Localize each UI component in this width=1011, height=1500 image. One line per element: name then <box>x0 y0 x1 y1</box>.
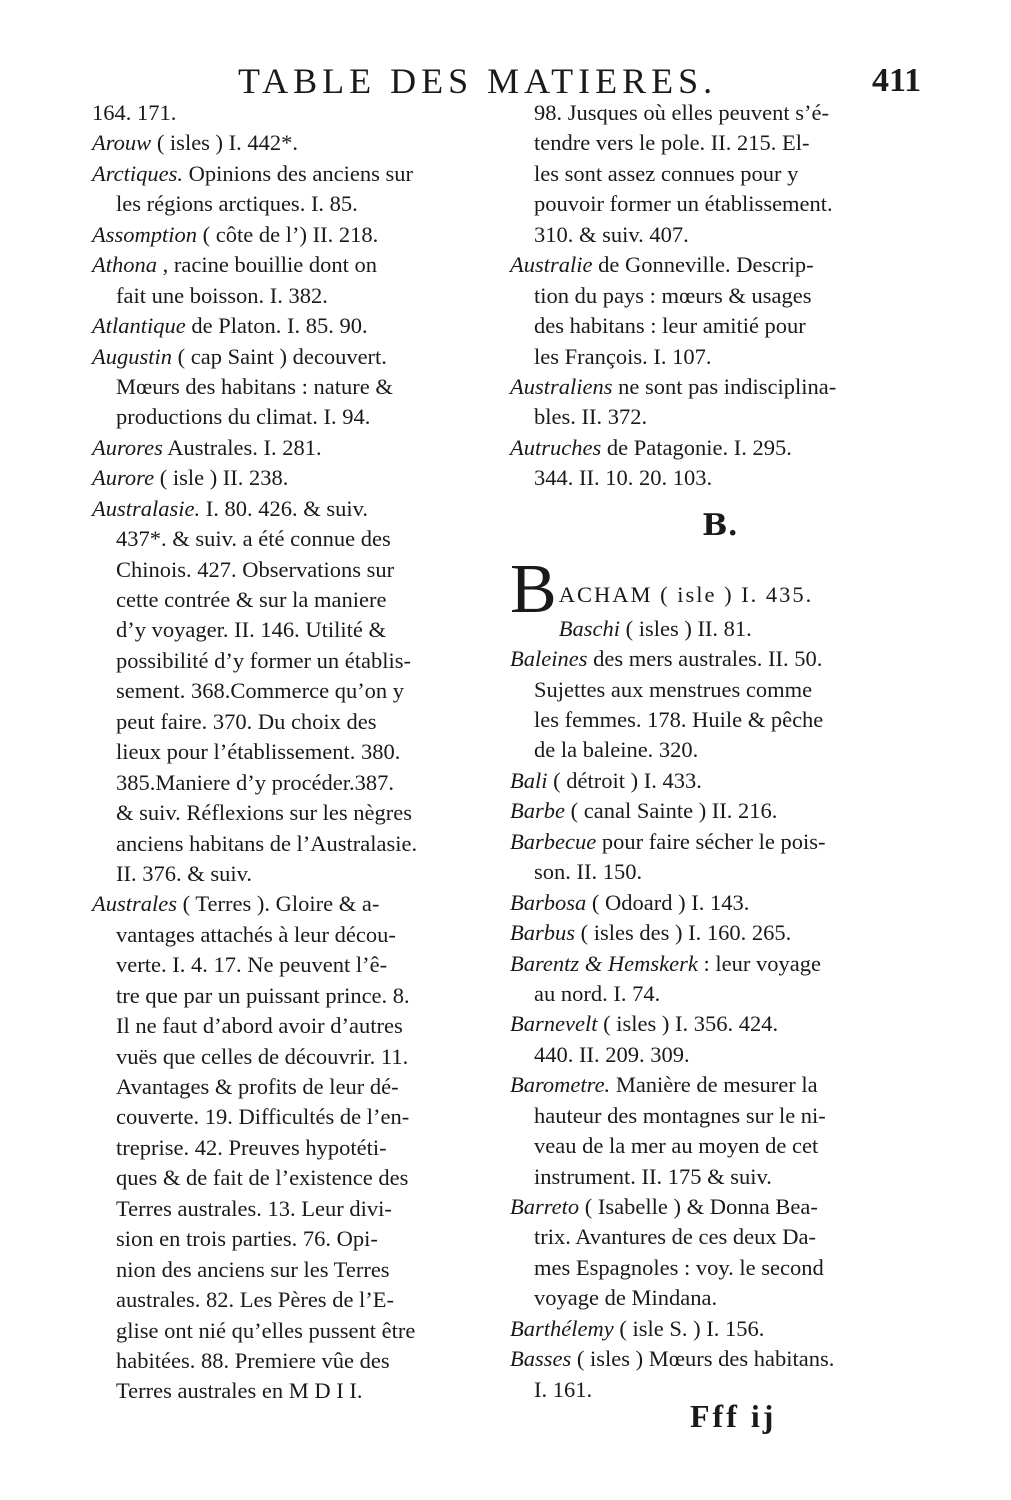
entry-text: de Gonneville. Descrip- <box>592 252 814 278</box>
headword: Australie <box>510 252 593 278</box>
headword: Barbecue <box>510 828 597 854</box>
entry-text: ( Terres ). Gloire & a- <box>177 891 380 917</box>
page-number: 411 <box>872 62 922 99</box>
index-line <box>510 675 930 705</box>
index-line <box>92 98 496 128</box>
index-line <box>510 402 930 432</box>
entry-text: II. 376. & suiv. <box>116 860 253 886</box>
entry-text: nion des anciens sur les Terres <box>116 1256 390 1282</box>
entry-text: bles. II. 372. <box>534 404 648 430</box>
headword: Athona <box>92 252 157 278</box>
index-line <box>510 1040 930 1070</box>
drop-cap: B <box>510 550 557 628</box>
entry-text: Manière de mesurer la <box>610 1072 818 1098</box>
index-line <box>92 311 496 341</box>
entry-text: Avantages & profits de leur dé- <box>116 1074 399 1099</box>
index-line <box>92 1346 496 1376</box>
entry-text: Australes. I. 281. <box>162 434 322 460</box>
index-line <box>510 311 930 341</box>
index-line <box>510 250 930 280</box>
index-line <box>510 1253 930 1283</box>
index-line <box>510 1344 930 1374</box>
entry-text: ( Isabelle ) & Donna Bea- <box>579 1194 818 1219</box>
entry-text: couverte. 19. Difficultés de l’en- <box>116 1104 410 1130</box>
index-line <box>510 888 930 918</box>
index-line <box>92 737 496 767</box>
index-line <box>92 798 496 828</box>
entry-text: voyage de Mindana. <box>534 1285 718 1311</box>
right-column <box>510 98 930 1405</box>
entry-text: possibilité d’y former un établis- <box>116 647 411 673</box>
entry-text: des habitans : leur amitié pour <box>534 313 806 339</box>
entry-text: les femmes. 178. Huile & pêche <box>534 707 824 732</box>
headword: Aurore <box>92 465 155 491</box>
index-line <box>510 98 930 128</box>
index-line <box>92 768 496 798</box>
index-line <box>510 766 930 796</box>
index-line <box>510 433 930 463</box>
entry-text: habitées. 88. Premiere vûe des <box>116 1347 390 1373</box>
headword: Barbus <box>510 920 576 946</box>
signature-mark: Fff ij <box>690 1398 777 1434</box>
index-line <box>92 189 496 219</box>
headword: Barreto <box>510 1194 580 1219</box>
index-line <box>92 1316 496 1346</box>
index-line <box>510 644 930 674</box>
index-line <box>92 859 496 889</box>
entry-text: des mers australes. II. 50. <box>587 646 823 672</box>
entry-text: vantages attachés à leur décou- <box>116 921 396 947</box>
headword: Australes <box>92 891 178 917</box>
index-line <box>510 1131 930 1161</box>
index-line <box>510 1101 930 1131</box>
entry-text: peut faire. 370. Du choix des <box>116 708 377 734</box>
index-line <box>510 918 930 948</box>
entry-text: pour faire sécher le pois- <box>596 828 826 854</box>
index-line <box>510 463 930 493</box>
index-line <box>92 1224 496 1254</box>
index-line <box>92 1133 496 1163</box>
entry-text: trix. Avantures de ces deux Da- <box>534 1224 816 1250</box>
entry-text: sement. 368.Commerce qu’on y <box>116 678 405 704</box>
a-entries <box>510 98 930 494</box>
entry-text: ( côte de l’) II. 218. <box>197 221 379 247</box>
entry-text: 164. 171. <box>92 100 177 125</box>
headword: Australasie. <box>92 495 201 521</box>
index-line <box>510 827 930 857</box>
entry-text: les régions arctiques. I. 85. <box>116 191 358 217</box>
headword: Arctiques. <box>92 160 184 186</box>
index-line <box>510 220 930 250</box>
entry-text: Mœurs des habitans : nature & <box>116 373 393 399</box>
index-line <box>510 1162 930 1192</box>
index-line <box>92 707 496 737</box>
page-title: TABLE DES MATIERES. <box>238 61 718 101</box>
index-line <box>92 1102 496 1132</box>
headword: Barentz & Hemskerk <box>510 950 698 976</box>
index-line <box>92 1194 496 1224</box>
entry-text: hauteur des montagnes sur le ni- <box>534 1102 826 1128</box>
index-line <box>92 1072 496 1102</box>
headword: Baleines <box>510 646 588 672</box>
index-line <box>510 1192 930 1222</box>
entry-text: les François. I. 107. <box>534 343 712 369</box>
section-letter: B. <box>702 507 738 543</box>
entry-text: 310. & suiv. 407. <box>534 221 689 247</box>
entry-text: Chinois. 427. Observations sur <box>116 556 395 582</box>
entry-text: ( isles ) Mœurs des habitans. <box>571 1346 835 1372</box>
entry-text: lieux pour l’établissement. 380. <box>116 739 401 765</box>
index-line <box>510 281 930 311</box>
entry-text: Terres australes. 13. Leur divi- <box>116 1195 392 1221</box>
index-line <box>92 889 496 919</box>
entry-text: ne sont pas indisciplina- <box>612 373 837 399</box>
index-line <box>92 281 496 311</box>
index-line <box>510 159 930 189</box>
index-line <box>92 159 496 189</box>
index-line <box>510 705 930 735</box>
headword: Australiens <box>510 373 613 399</box>
entry-text: au nord. I. 74. <box>534 980 661 1006</box>
entry-text: 440. II. 209. 309. <box>534 1041 690 1067</box>
entry-text: veau de la mer au moyen de cet <box>534 1133 819 1159</box>
index-line <box>92 463 496 493</box>
entry-text: ( canal Sainte ) II. 216. <box>565 798 778 824</box>
entry-text: tendre vers le pole. II. 215. El- <box>534 130 810 156</box>
entry-text: Terres australes en M D I I. <box>116 1378 363 1404</box>
index-line <box>92 1255 496 1285</box>
index-line <box>92 402 496 432</box>
index-line <box>510 372 930 402</box>
entry-text: : leur voyage <box>697 950 821 976</box>
index-line <box>510 1009 930 1039</box>
left-column <box>92 98 496 1407</box>
index-line <box>510 1314 930 1344</box>
index-line <box>92 250 496 280</box>
entry-text: anciens habitans de l’Australasie. <box>116 830 418 856</box>
entry-text: I. 80. 426. & suiv. <box>200 495 369 521</box>
index-line <box>510 189 930 219</box>
entry-text: australes. 82. Les Pères de l’E- <box>116 1287 395 1313</box>
entry-text: mes Espagnoles : voy. le second <box>534 1254 824 1280</box>
entry-text: treprise. 42. Preuves hypotéti- <box>116 1134 387 1160</box>
entry-text: verte. I. 4. 17. Ne peuvent l’ê- <box>116 952 388 978</box>
entry-text: , racine bouillie dont on <box>157 252 377 278</box>
index-line <box>510 342 930 372</box>
entry-text: ( cap Saint ) decouvert. <box>172 343 387 369</box>
entry-text: 385.Maniere d’y procéder.387. <box>116 769 395 795</box>
index-line <box>510 1222 930 1252</box>
entry-text: tion du pays : mœurs & usages <box>534 282 812 308</box>
first-b-entry-text: ACHAM ( isle ) I. 435. <box>558 581 814 607</box>
index-line <box>92 646 496 676</box>
index-line <box>92 555 496 585</box>
entry-text: glise ont nié qu’elles pussent être <box>116 1317 416 1343</box>
index-line <box>510 735 930 765</box>
entry-text: de la baleine. 320. <box>534 737 699 763</box>
index-line <box>92 372 496 402</box>
entry-text: sion en trois parties. 76. Opi- <box>116 1226 378 1252</box>
headword: Barometre. <box>510 1072 611 1098</box>
entry-text: Sujettes aux menstrues comme <box>534 676 813 702</box>
entry-text: ( Odoard ) I. 143. <box>586 889 750 915</box>
entry-text: ( isle ) II. 238. <box>154 465 289 491</box>
index-line <box>92 950 496 980</box>
index-line <box>92 676 496 706</box>
index-line <box>92 981 496 1011</box>
entry-text: ques & de fait de l’existence des <box>116 1165 409 1191</box>
headword: Arouw <box>92 130 152 156</box>
entry-text: 98. Jusques où elles peuvent s’é- <box>534 100 829 125</box>
entry-text: fait une boisson. I. 382. <box>116 282 328 308</box>
index-line <box>92 1042 496 1072</box>
entry-text: de Patagonie. I. 295. <box>601 434 792 460</box>
entry-text: Il ne faut d’abord avoir d’autres <box>116 1013 403 1039</box>
entry-text: vuës que celles de découvrir. 11. <box>116 1043 409 1069</box>
index-line <box>92 1163 496 1193</box>
index-line <box>92 920 496 950</box>
index-line <box>92 1376 496 1406</box>
index-line <box>92 128 496 158</box>
entry-text: ( isles ) I. 442*. <box>151 130 299 156</box>
b-entries <box>510 614 930 1405</box>
headword: Basses <box>510 1346 572 1372</box>
index-line <box>510 1070 930 1100</box>
entry-text: ( détroit ) I. 433. <box>547 767 702 793</box>
index-line <box>92 494 496 524</box>
entry-text: I. 161. <box>534 1376 593 1402</box>
entry-text: d’y voyager. II. 146. Utilité & <box>116 617 386 643</box>
entry-text: 344. II. 10. 20. 103. <box>534 465 713 491</box>
index-line <box>510 796 930 826</box>
headword: Atlantique <box>92 313 186 339</box>
entry-text: productions du climat. I. 94. <box>116 404 371 430</box>
headword: Barbe <box>510 798 565 824</box>
entry-text: les sont assez connues pour y <box>534 160 799 186</box>
entry-text: ( isle S. ) I. 156. <box>613 1315 765 1341</box>
headword: Autruches <box>510 434 602 460</box>
index-line <box>510 614 930 644</box>
index-line <box>510 128 930 158</box>
index-line <box>510 949 930 979</box>
headword: Barthélemy <box>510 1315 614 1341</box>
headword: Barnevelt <box>510 1011 598 1037</box>
entry-text: ( isles ) I. 356. 424. <box>597 1011 779 1037</box>
index-line <box>510 1283 930 1313</box>
entry-text: instrument. II. 175 & suiv. <box>534 1163 772 1189</box>
index-line <box>92 585 496 615</box>
entry-text: pouvoir former un établissement. <box>534 191 833 217</box>
index-line <box>92 342 496 372</box>
index-line <box>92 433 496 463</box>
entry-text: son. II. 150. <box>534 859 643 885</box>
entry-text: tre que par un puissant prince. 8. <box>116 982 410 1008</box>
entry-text: de Platon. I. 85. 90. <box>185 313 368 339</box>
headword: Bali <box>510 767 548 793</box>
index-line <box>92 524 496 554</box>
index-line <box>92 220 496 250</box>
entry-text: & suiv. Réflexions sur les nègres <box>116 800 412 826</box>
index-line <box>510 979 930 1009</box>
index-line <box>92 829 496 859</box>
entry-text: 437*. & suiv. a été connue des <box>116 526 391 552</box>
entry-text: Opinions des anciens sur <box>183 160 413 186</box>
entry-text: ( isles des ) I. 160. 265. <box>575 920 792 946</box>
index-line <box>92 1285 496 1315</box>
entry-text: ( isles ) II. 81. <box>619 615 752 641</box>
index-line <box>510 857 930 887</box>
headword: Baschi <box>558 615 620 641</box>
index-line <box>92 615 496 645</box>
headword: Augustin <box>92 343 173 369</box>
index-line <box>92 1011 496 1041</box>
entry-text: cette contrée & sur la maniere <box>116 587 387 612</box>
headword: Assomption <box>92 221 198 247</box>
headword: Barbosa <box>510 889 587 915</box>
headword: Aurores <box>92 434 163 460</box>
